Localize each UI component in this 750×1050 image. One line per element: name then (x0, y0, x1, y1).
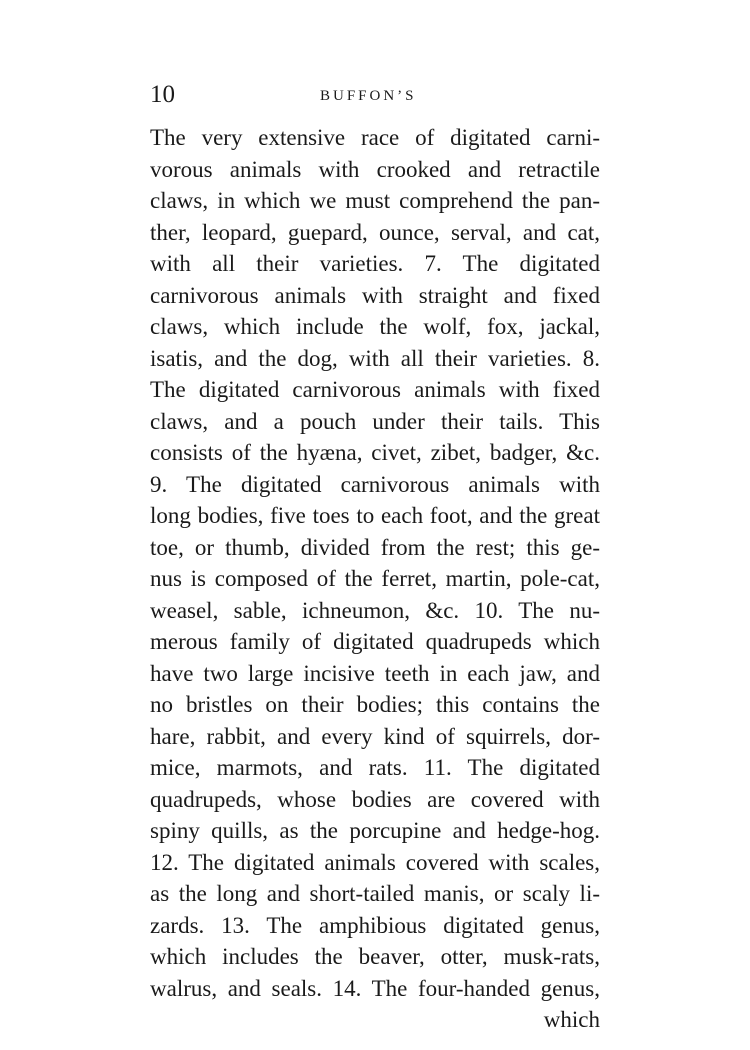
text-line: no bristles on their bodies; this contains the (150, 692, 600, 717)
running-head: BUFFON’S (320, 88, 417, 104)
text-line: 12. The digitated animals covered with scales, (150, 849, 600, 875)
text-line: toe, or thumb, divided from the rest; this ge- (150, 534, 600, 560)
text-line: hare, rabbit, and every kind of squirrels, dor- (150, 723, 600, 749)
text-line: mice, marmots, and rats. 11. The digitated (150, 755, 600, 780)
text-line: nus is composed of the ferret, martin, pole-cat, (150, 566, 600, 591)
page-header (150, 80, 600, 110)
text-line: have two large incisive teeth in each jaw, and (150, 660, 600, 686)
text-line: The very extensive race of digitated carni- (150, 125, 600, 150)
text-line: quadrupeds, whose bodies are covered with (150, 786, 600, 812)
text-line: The digitated carnivorous animals with fixed (150, 377, 600, 402)
text-line: claws, in which we must comprehend the pan- (150, 188, 600, 213)
body-text (150, 122, 600, 1036)
text-line: spiny quills, as the porcupine and hedge-hog. (150, 818, 600, 843)
text-line: isatis, and the dog, with all their varieties. 8. (150, 345, 600, 371)
text-line: as the long and short-tailed manis, or scaly li- (150, 881, 600, 906)
text-line: claws, which include the wolf, fox, jackal, (150, 314, 600, 339)
text-line: with all their varieties. 7. The digitated (150, 251, 600, 276)
text-line: 9. The digitated carnivorous animals with (150, 471, 600, 497)
text-line: zards. 13. The amphibious digitated genus, (150, 912, 600, 938)
text-line: claws, and a pouch under their tails. This (150, 408, 600, 434)
text-line: which includes the beaver, otter, musk-rats, (150, 944, 600, 969)
text-line: consists of the hyæna, civet, zibet, badger, &c. (150, 440, 600, 465)
text-line: merous family of digitated quadrupeds which (150, 629, 600, 654)
text-line: weasel, sable, ichneumon, &c. 10. The nu- (150, 597, 600, 623)
text-line: walrus, and seals. 14. The four-handed genus, (150, 975, 600, 1001)
text-line: vorous animals with crooked and retractile (150, 156, 600, 182)
text-line: long bodies, five toes to each foot, and the great (150, 503, 600, 528)
text-line: carnivorous animals with straight and fixed (150, 282, 600, 308)
page-number: 10 (150, 81, 175, 108)
text-line: ther, leopard, guepard, ounce, serval, and cat, (150, 219, 600, 245)
catchword: which (543, 1007, 600, 1032)
